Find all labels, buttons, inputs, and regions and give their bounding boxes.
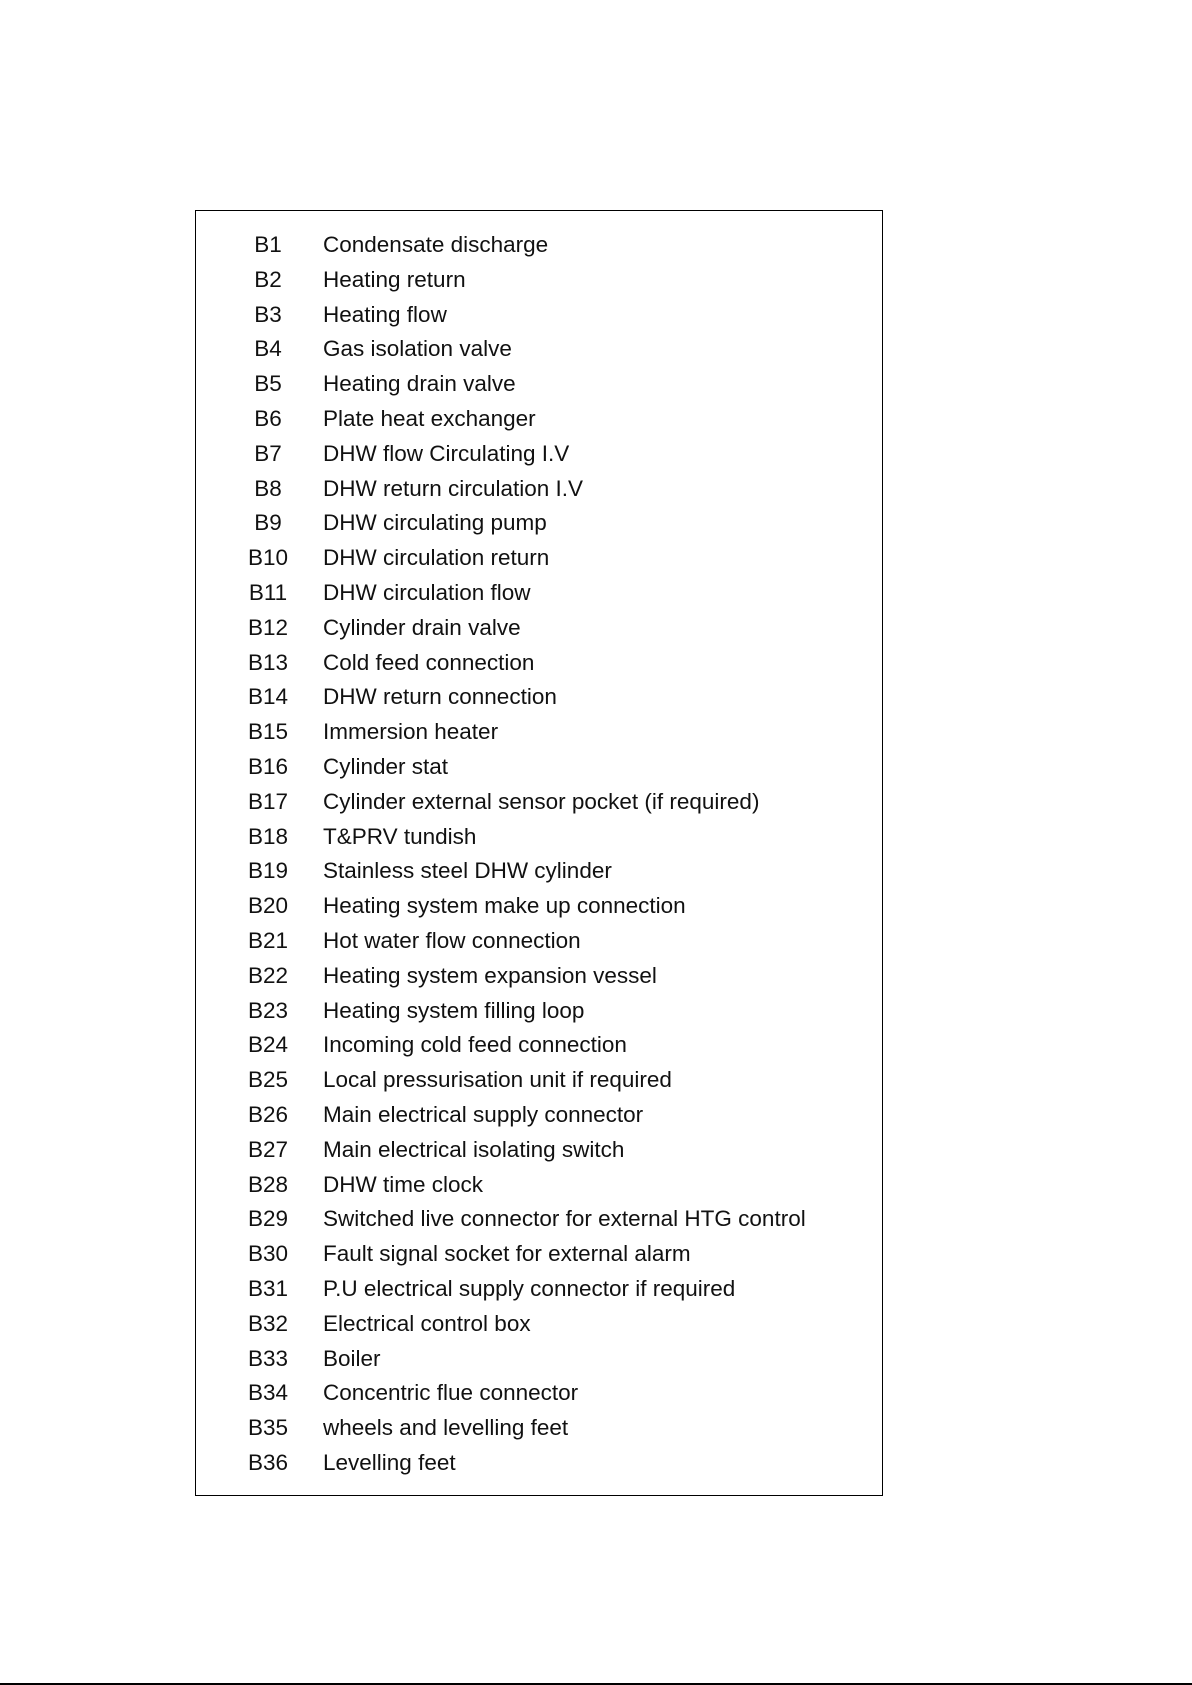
- legend-item: [196, 1028, 882, 1063]
- legend-item-label: Cylinder drain valve: [323, 614, 521, 640]
- legend-item: [196, 646, 882, 681]
- legend-item-label: Main electrical supply connector: [323, 1101, 644, 1127]
- legend-item-label: Cylinder stat: [323, 753, 449, 779]
- legend-item-label: DHW flow Circulating I.V: [323, 440, 570, 466]
- legend-item-code: B3: [254, 301, 282, 327]
- legend-item-code: B21: [247, 927, 289, 953]
- legend-item: [196, 750, 882, 785]
- legend-item: [196, 402, 882, 437]
- legend-item: [196, 263, 882, 298]
- legend-item-label: Local pressurisation unit if required: [323, 1067, 672, 1093]
- legend-item: [196, 332, 882, 367]
- legend-item-code: B22: [247, 962, 289, 988]
- legend-item-code: B26: [247, 1101, 289, 1127]
- legend-item-code: B31: [247, 1275, 289, 1301]
- legend-item-label: Heating drain valve: [323, 371, 516, 397]
- legend-item: [196, 959, 882, 994]
- legend-item-code: B5: [254, 371, 282, 397]
- legend-item-label: Stainless steel DHW cylinder: [323, 858, 612, 884]
- legend-item: [196, 228, 882, 263]
- legend-item-label: wheels and levelling feet: [323, 1415, 569, 1441]
- legend-item-code: B12: [247, 614, 289, 640]
- legend-item-code: B6: [254, 405, 282, 431]
- legend-item-code: B28: [247, 1171, 289, 1197]
- legend-item-code: B34: [247, 1380, 289, 1406]
- legend-item: [196, 298, 882, 333]
- legend-item-code: B29: [247, 1206, 289, 1232]
- legend-item-label: Switched live connector for external HTG control: [323, 1206, 806, 1232]
- legend-item-label: Concentric flue connector: [323, 1380, 579, 1406]
- legend-item: [196, 994, 882, 1029]
- legend-item-code: B11: [248, 579, 288, 605]
- legend-item-code: B14: [247, 684, 289, 710]
- legend-item-label: Heating system filling loop: [323, 997, 585, 1023]
- legend-item: [196, 1168, 882, 1203]
- legend-item-code: B32: [247, 1310, 289, 1336]
- legend-item-label: Main electrical isolating switch: [323, 1136, 625, 1162]
- legend-item: [196, 715, 882, 750]
- legend-item-code: B20: [247, 893, 289, 919]
- legend-item: [196, 1446, 882, 1481]
- component-legend-box: [195, 210, 883, 1496]
- legend-item-label: Heating system make up connection: [323, 893, 686, 919]
- legend-item-label: Plate heat exchanger: [323, 405, 536, 431]
- legend-item-label: DHW return connection: [323, 684, 557, 710]
- legend-item-code: B13: [247, 649, 289, 675]
- legend-item-label: T&PRV tundish: [323, 823, 477, 849]
- legend-item: [196, 1342, 882, 1377]
- legend-item-label: Heating system expansion vessel: [323, 962, 657, 988]
- legend-item-code: B33: [247, 1345, 289, 1371]
- legend-item: [196, 611, 882, 646]
- legend-item: [196, 367, 882, 402]
- legend-item: [196, 1376, 882, 1411]
- legend-item: [196, 1063, 882, 1098]
- legend-item-code: B25: [247, 1067, 289, 1093]
- legend-item: [196, 680, 882, 715]
- legend-item-code: B4: [254, 336, 282, 362]
- legend-item-label: P.U electrical supply connector if required: [323, 1275, 736, 1301]
- component-legend-list: [196, 228, 882, 1481]
- legend-item-code: B8: [254, 475, 282, 501]
- legend-item: [196, 1272, 882, 1307]
- legend-item: [196, 1411, 882, 1446]
- legend-item-code: B18: [247, 823, 289, 849]
- legend-item-label: Hot water flow connection: [323, 927, 581, 953]
- legend-item-label: Cylinder external sensor pocket (if required): [323, 788, 760, 814]
- legend-item: [196, 576, 882, 611]
- legend-item: [196, 785, 882, 820]
- legend-item-code: B35: [247, 1415, 289, 1441]
- legend-item: [196, 472, 882, 507]
- legend-item: [196, 854, 882, 889]
- legend-item-label: DHW circulation return: [323, 545, 550, 571]
- legend-item-code: B23: [247, 997, 289, 1023]
- legend-item-code: B7: [254, 440, 282, 466]
- legend-item: [196, 1098, 882, 1133]
- legend-item-code: B15: [247, 719, 289, 745]
- legend-item-label: DHW return circulation I.V: [323, 475, 584, 501]
- legend-item-label: Gas isolation valve: [323, 336, 512, 362]
- legend-item-label: Incoming cold feed connection: [323, 1032, 627, 1058]
- legend-item-label: DHW circulating pump: [323, 510, 547, 536]
- legend-item-code: B27: [247, 1136, 289, 1162]
- legend-item-code: B9: [254, 510, 282, 536]
- legend-item-code: B2: [254, 266, 282, 292]
- legend-item: [196, 437, 882, 472]
- legend-item-code: B36: [247, 1449, 289, 1475]
- legend-item: [196, 506, 882, 541]
- legend-item-label: DHW time clock: [323, 1171, 484, 1197]
- legend-item-code: B1: [254, 232, 282, 257]
- legend-item: [196, 1237, 882, 1272]
- legend-item-code: B30: [247, 1241, 289, 1267]
- legend-item: [196, 1307, 882, 1342]
- legend-item-label: Cold feed connection: [323, 649, 535, 675]
- legend-item-label: Immersion heater: [323, 719, 499, 745]
- legend-item-label: Heating flow: [323, 301, 447, 327]
- legend-item-label: Fault signal socket for external alarm: [323, 1241, 691, 1267]
- legend-item: [196, 889, 882, 924]
- legend-item-label: Condensate discharge: [323, 232, 549, 257]
- legend-item: [196, 1133, 882, 1168]
- legend-item-label: DHW circulation flow: [323, 579, 531, 605]
- legend-item-code: B16: [247, 753, 289, 779]
- legend-item-label: Electrical control box: [323, 1310, 531, 1336]
- legend-item-code: B24: [247, 1032, 289, 1058]
- legend-item-label: Heating return: [323, 266, 466, 292]
- legend-item: [196, 924, 882, 959]
- legend-item-label: Levelling feet: [323, 1449, 456, 1475]
- legend-item-code: B10: [247, 545, 289, 571]
- legend-item: [196, 820, 882, 855]
- legend-item-code: B19: [247, 858, 289, 884]
- legend-item-code: B17: [247, 788, 289, 814]
- legend-item: [196, 541, 882, 576]
- legend-item: [196, 1202, 882, 1237]
- legend-item-label: Boiler: [323, 1345, 381, 1371]
